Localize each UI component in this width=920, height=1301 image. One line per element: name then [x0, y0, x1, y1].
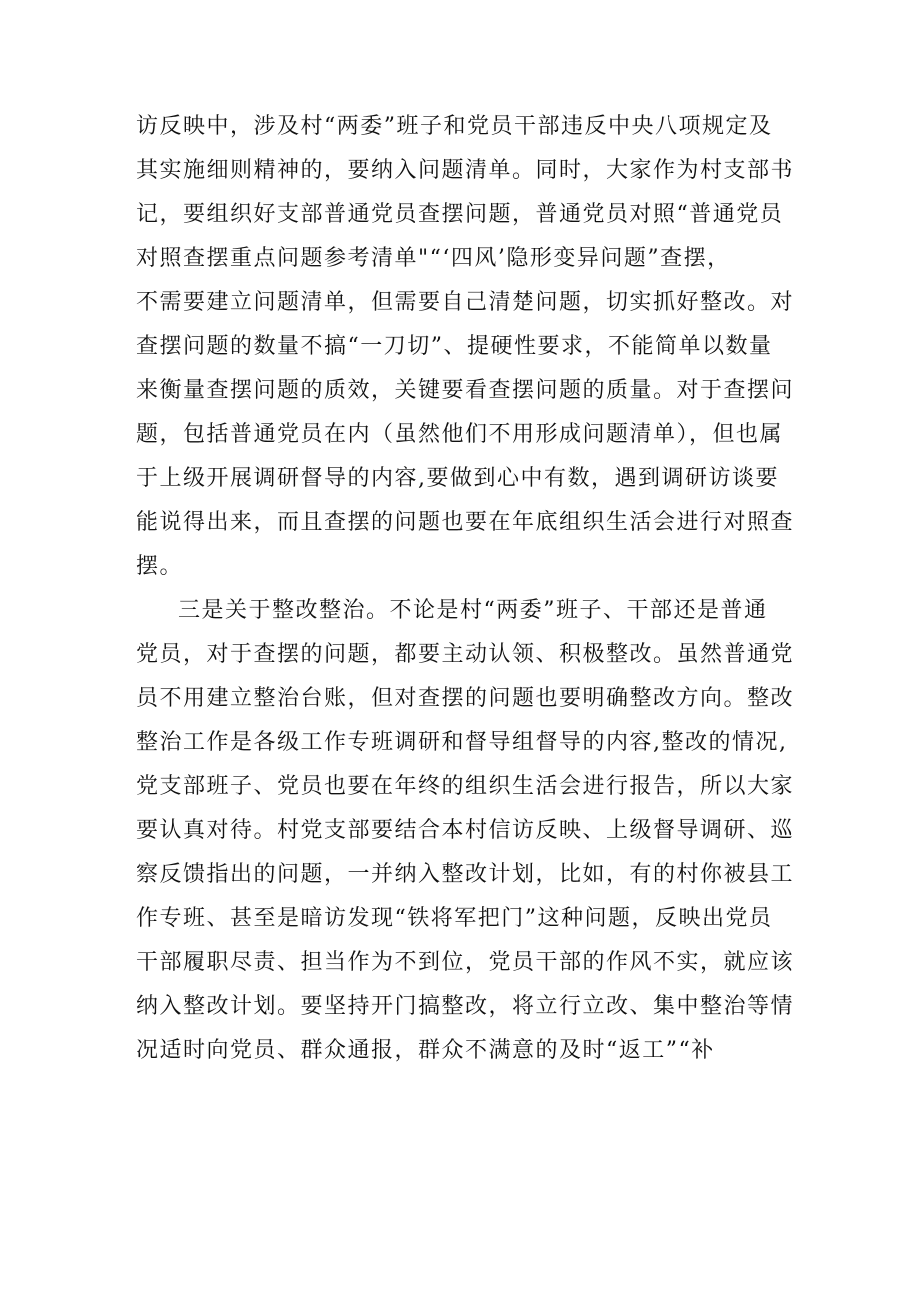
text-line: 其实施细则精神的，要纳入问题清单。同时，大家作为村支部书	[136, 158, 795, 183]
text-line: 题，包括普通党员在内（虽然他们不用形成问题清单），但也属	[136, 422, 784, 447]
text-line: 不需要建立问题清单，但需要自己清楚问题，切实抓好整改。对	[136, 290, 795, 315]
text-line: 来衡量查摆问题的质效，关键要看查摆问题的质量。对于查摆问	[136, 378, 795, 403]
text-line: 作专班、甚至是暗访发现“铁将军把门”这种问题，反映出党员	[136, 906, 773, 931]
text-line: 纳入整改计划。要坚持开门搞整改，将立行立改、集中整治等情	[136, 994, 795, 1019]
text-line: 况适时向党员、群众通报，群众不满意的及时“返工”“补	[136, 1038, 715, 1063]
text-line: 记，要组织好支部普通党员查摆问题，普通党员对照“普通党员	[136, 202, 784, 227]
text-line: 访反映中，涉及村“两委”班子和党员干部违反中央八项规定及	[136, 114, 773, 139]
text-line: 三是关于整改整治。不论是村“两委”班子、干部还是普通	[178, 598, 768, 623]
document-body	[136, 105, 796, 1073]
text-line: 整治工作是各级工作专班调研和督导组督导的内容,整改的情况,	[136, 730, 788, 755]
text-line: 能说得出来，而且查摆的问题也要在年底组织生活会进行对照查	[136, 510, 795, 535]
text-line: 察反馈指出的问题，一并纳入整改计划，比如，有的村你被县工	[136, 862, 795, 887]
paragraph-1	[136, 105, 796, 589]
text-line: 党员，对于查摆的问题，都要主动认领、积极整改。虽然普通党	[136, 642, 795, 667]
text-line: 于上级开展调研督导的内容,要做到心中有数，遇到调研访谈要	[136, 466, 779, 491]
text-line: 党支部班子、党员也要在年终的组织生活会进行报告，所以大家	[136, 774, 795, 799]
paragraph-2	[136, 589, 796, 1073]
text-line: 员不用建立整治台账，但对查摆的问题也要明确整改方向。整改	[136, 686, 795, 711]
text-line: 对照查摆重点问题参考清单"“‘四风’隐形变异问题”查摆，	[136, 246, 731, 271]
text-line: 摆。	[136, 554, 184, 579]
text-line: 干部履职尽责、担当作为不到位，党员干部的作风不实，就应该	[136, 950, 795, 975]
text-line: 要认真对待。村党支部要结合本村信访反映、上级督导调研、巡	[136, 818, 795, 843]
text-line: 查摆问题的数量不搞“一刀切”、提硬性要求，不能简单以数量	[136, 334, 773, 359]
